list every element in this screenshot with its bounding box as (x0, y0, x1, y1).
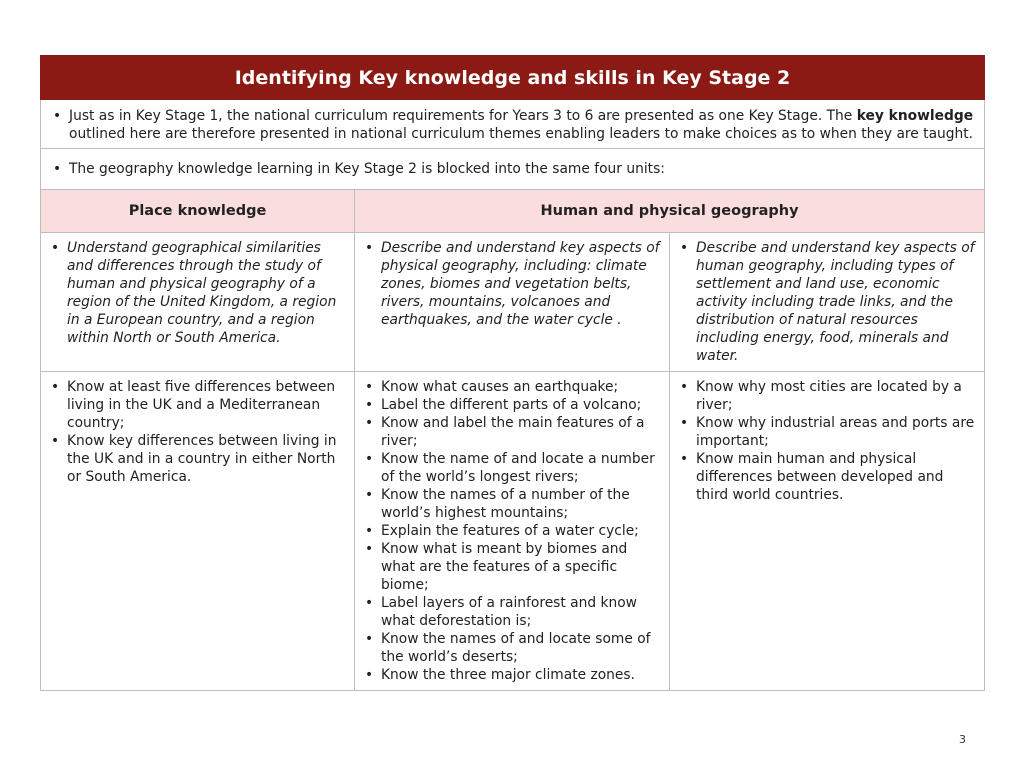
knowledge-place-cell (41, 372, 355, 691)
intro-text-end: outlined here are therefore presented in national curriculum themes enabling leaders to make choices as to when they are taught. (69, 126, 974, 142)
intro-list (51, 107, 974, 143)
aim-physical-list (363, 239, 661, 329)
aim-physical-cell (355, 233, 670, 372)
knowledge-physical-list (363, 378, 661, 684)
curriculum-page (40, 55, 984, 691)
aim-human-list (678, 239, 976, 365)
list-item: • Know at least five differences between living in the UK and a Mediterranean country; (49, 378, 346, 432)
list-item: • Know why industrial areas and ports are important; (678, 414, 976, 450)
list-item: • Know the name of and locate a number of the world’s longest rivers; (363, 450, 661, 486)
key-knowledge-table (40, 55, 985, 691)
list-item: • Know key differences between living in the UK and in a country in either North or South America. (49, 432, 346, 486)
list-item: • Know what causes an earthquake; (363, 378, 661, 396)
knowledge-human-cell (670, 372, 985, 691)
list-item: • Label layers of a rainforest and know what deforestation is; (363, 594, 661, 630)
intro-paragraph (51, 107, 974, 143)
list-item: • Know why most cities are located by a river; (678, 378, 976, 414)
table-title: Identifying Key knowledge and skills in Key Stage 2 (41, 56, 985, 100)
aim-human-cell (670, 233, 985, 372)
header-row (41, 190, 985, 233)
units-line: • The geography knowledge learning in Key Stage 2 is blocked into the same four units: (51, 160, 974, 178)
units-row (41, 149, 985, 190)
intro-row (41, 100, 985, 149)
aim-human: • Describe and understand key aspects of human geography, including types of settlement and land use, economic activity including trade links, and the distribution of natural resources including energy, food, minerals and water. (678, 239, 976, 365)
aims-row (41, 233, 985, 372)
page-number: 3 (959, 733, 966, 746)
title-row (41, 56, 985, 100)
aim-place-cell (41, 233, 355, 372)
knowledge-row (41, 372, 985, 691)
header-place-knowledge: Place knowledge (41, 190, 355, 233)
list-item: • Know the names of and locate some of the world’s deserts; (363, 630, 661, 666)
list-item: • Know and label the main features of a river; (363, 414, 661, 450)
aim-place: • Understand geographical similarities and differences through the study of human and physical geography of a region of the United Kingdom, a region in a European country, and a region within North or South America. (49, 239, 346, 347)
aim-place-list (49, 239, 346, 347)
list-item: • Label the different parts of a volcano; (363, 396, 661, 414)
units-cell (41, 149, 985, 190)
intro-bold-key-knowledge: key knowledge (856, 108, 974, 124)
list-item: • Know main human and physical differences between developed and third world countries. (678, 450, 976, 504)
intro-text-start: Just as in Key Stage 1, the national curriculum requirements for Years 3 to 6 are presented as one Key Stage. The (69, 108, 857, 124)
list-item: • Know the names of a number of the world’s highest mountains; (363, 486, 661, 522)
aim-physical: • Describe and understand key aspects of physical geography, including: climate zones, biomes and vegetation belts, rivers, mountains, volcanoes and earthquakes, and the water cycle . (363, 239, 661, 329)
intro-cell (41, 100, 985, 149)
list-item: • Know the three major climate zones. (363, 666, 661, 684)
list-item: • Explain the features of a water cycle; (363, 522, 661, 540)
knowledge-place-list (49, 378, 346, 486)
list-item: • Know what is meant by biomes and what are the features of a specific biome; (363, 540, 661, 594)
knowledge-human-list (678, 378, 976, 504)
header-human-physical-geography: Human and physical geography (355, 190, 985, 233)
knowledge-physical-cell (355, 372, 670, 691)
units-list (51, 160, 974, 178)
